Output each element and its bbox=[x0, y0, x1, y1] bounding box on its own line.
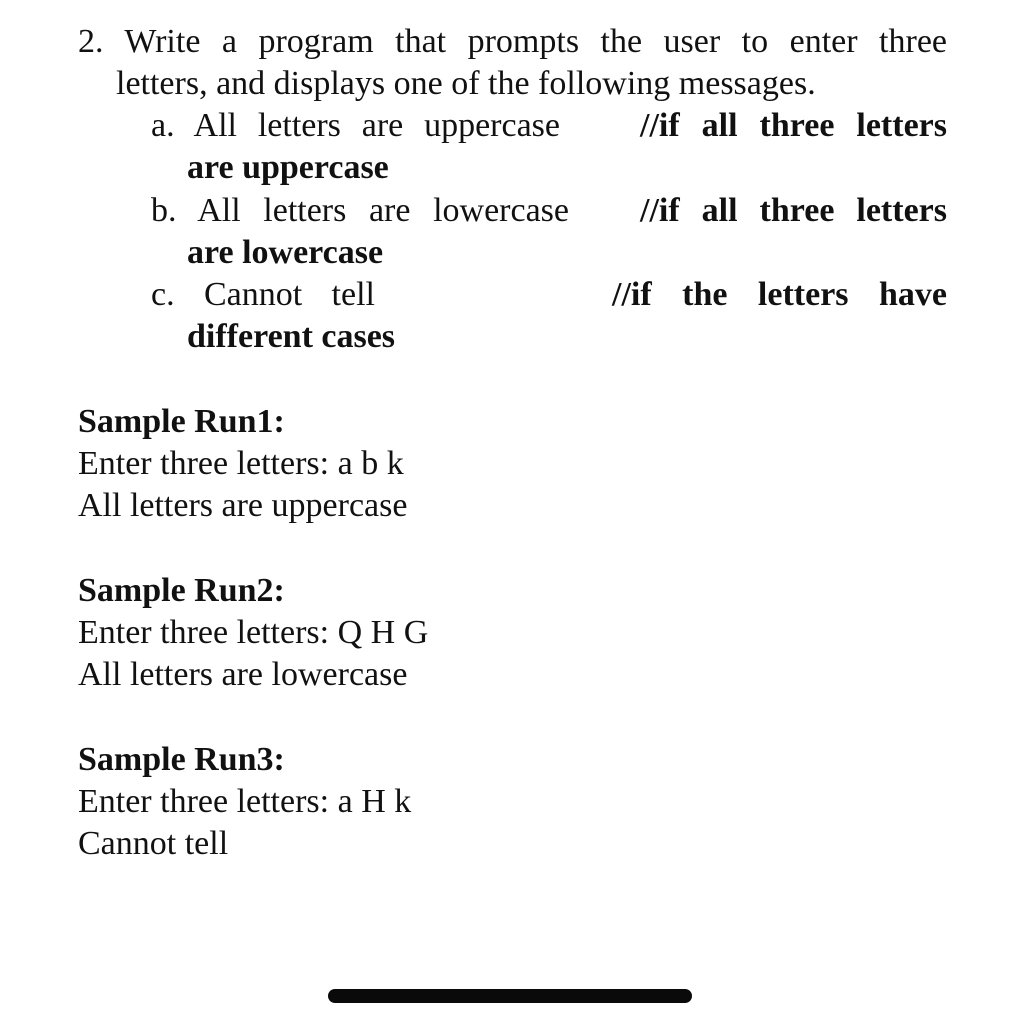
option-a-text: a. All letters are uppercase bbox=[151, 107, 560, 144]
home-indicator-bar[interactable] bbox=[328, 989, 692, 1003]
sample-run-1-title: Sample Run1: bbox=[78, 403, 285, 440]
option-a-comment: //if all three letters bbox=[640, 107, 947, 144]
sample-run-3-input: Enter three letters: a H k bbox=[78, 783, 412, 820]
sample-run-3-output: Cannot tell bbox=[78, 825, 229, 862]
option-c-comment: //if the letters have bbox=[612, 276, 947, 313]
sample-run-2-output: All letters are lowercase bbox=[78, 656, 408, 693]
option-b-comment-continued: are lowercase bbox=[187, 234, 384, 271]
sample-run-3-title: Sample Run3: bbox=[78, 741, 285, 778]
question-line-2: letters, and displays one of the following messages. bbox=[116, 65, 816, 102]
option-a-comment-continued: are uppercase bbox=[187, 149, 389, 186]
option-c-comment-continued: different cases bbox=[187, 318, 396, 355]
sample-run-2-input: Enter three letters: Q H G bbox=[78, 614, 429, 651]
sample-run-2-title: Sample Run2: bbox=[78, 572, 285, 609]
question-line-1: 2. Write a program that prompts the user to enter three bbox=[78, 23, 947, 60]
sample-run-1-output: All letters are uppercase bbox=[78, 487, 408, 524]
option-b-comment: //if all three letters bbox=[640, 192, 947, 229]
sample-run-1-input: Enter three letters: a b k bbox=[78, 445, 404, 482]
option-c-text: c. Cannot tell bbox=[151, 276, 375, 313]
option-b-text: b. All letters are lowercase bbox=[151, 192, 569, 229]
